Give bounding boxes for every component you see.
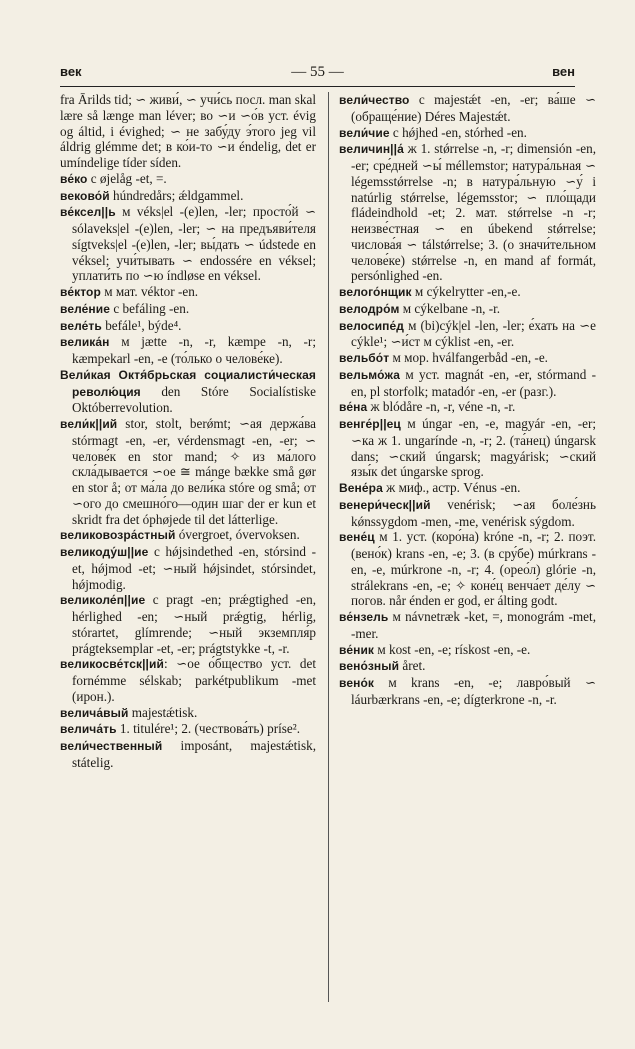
entry-headword: велича́вый [60, 705, 129, 720]
dictionary-entry [339, 609, 596, 642]
dictionary-entry [339, 141, 596, 284]
entry-definition: fra Ārilds tid; ∽ живи́, ∽ учи́сь посл. man skal lære så længe man léver; во ∽и ∽о́в уст. évig og áltid, i évighed; ∽ не забу́ду э́того jeg vil áldrig glémme det; в ко́и-то ∽и éndelig, det er umíndelige tíder síden. [60, 92, 316, 170]
entry-definition: 1. titulére¹; 2. (чествова́ть) príse². [116, 721, 300, 737]
entry-definition: húndredårs; ǽldgammel. [109, 187, 244, 203]
entry-definition: с befáling -en. [110, 300, 190, 316]
entry-definition: с pragt -en; prǽgtighed -en, hérlighed -en; ∽ный prǽgtig, hérlig, stórartet, glímrende; ∽ный экземпля́р prágteksemplar -et, -er; prágtstykke -t, -r. [72, 592, 316, 656]
entry-headword: ве́нзель [339, 610, 389, 624]
page-header [60, 64, 575, 84]
entry-headword: вельмо́жа [339, 367, 401, 382]
dictionary-entry [60, 367, 316, 416]
dictionary-entry [339, 284, 596, 301]
entry-headword: вено́к [339, 676, 374, 690]
entry-definition: м návnetræk -ket, =, monográm -met, -mer. [351, 609, 596, 641]
dictionary-entry [339, 497, 596, 530]
entry-definition: den Stóre Socialístiske Októberrevolution. [72, 383, 316, 416]
dictionary-entry [60, 527, 316, 544]
dictionary-entry [60, 705, 316, 722]
entry-definition: majestǽtisk. [128, 704, 198, 720]
left-column [60, 92, 316, 771]
header-first-word: век [60, 64, 82, 79]
entry-headword: великоле́п||ие [60, 593, 146, 608]
entry-definition: м (bi)cýk|el -len, -ler; е́хать на ∽е cýkle¹; ∽и́ст м cýklist -en, -er. [351, 317, 596, 350]
entry-definition: м kost -en, -e; rískost -en, -e. [374, 641, 531, 657]
entry-headword: великоду́ш||ие [60, 545, 149, 559]
entry-definition: м krans -en, -e; лавро́вый ∽ láurbærkrans -en, -e; dígterkrone -n, -r. [351, 675, 596, 707]
dictionary-entry [339, 399, 596, 416]
entry-headword: веле́ние [60, 301, 111, 316]
entry-definition: ж blódåre -n, -r, véne -n, -r. [367, 399, 516, 415]
entry-headword: велого́нщик [339, 285, 412, 299]
dictionary-entry [60, 171, 316, 188]
entry-definition: befále¹, býde⁴. [101, 317, 182, 333]
dictionary-entry [339, 480, 596, 497]
dictionary-entry [60, 334, 316, 367]
dictionary-entry [339, 318, 596, 351]
entry-headword: вели́чество [339, 93, 410, 107]
dictionary-entry [60, 204, 316, 284]
dictionary-entry [60, 738, 316, 771]
entry-headword: вено́зный [339, 659, 400, 674]
entry-headword: Вели́кая Октя́брьская социалисти́ческая револю́ция [60, 367, 316, 399]
entry-definition: м véks|el -(e)len, -ler; просто́й ∽ sólaveks|el -(e)len, -ler; ∽ на предъяви́теля sígtveks|el -(e)len, -ler; вы́дать ∽ údstede en véksel; учи́тывать ∽ endossére en véksel; уплати́ть по ∽ю índløse en véksel. [72, 204, 316, 284]
entry-definition: året. [399, 658, 426, 674]
entry-definition: ж 1. stǿrrelse -n, -r; dimensión -en, -er; сре́дней ∽ы́ méllemstor; натура́льная ∽ légemsstǿrrelse -n; в натура́льную ∽у́ i natúrlig stǿrrelse, légemsstor; ∽ пло́щади fládeindhold -et; 2. мат. stǿrrelse -n -r; неизве́стная ∽ en úbekend stǿrrelse; числова́я ∽ tálstǿrrelse; 3. (о значи́тельном челове́ке) stǿrrelse -n, en mand af formát, persónlighed -en. [351, 141, 596, 284]
entry-headword: вельбо́т [339, 351, 390, 365]
entry-headword: вели́чественный [60, 739, 163, 753]
dictionary-entry [339, 658, 596, 675]
dictionary-entry [339, 125, 596, 142]
dictionary-entry [60, 92, 316, 171]
entry-headword: ве́ксел||ь [60, 205, 116, 220]
dictionary-entry [60, 284, 316, 301]
entry-headword: великовозра́стный [60, 528, 176, 543]
entry-definition: : ∽ое о́бщество уст. det fornémme sélskab; parkétpublikum -met (ирон.). [72, 656, 316, 704]
dictionary-entry [60, 301, 316, 318]
dictionary-entry [339, 642, 596, 659]
entry-headword: велодро́м [339, 301, 400, 316]
page-number: — 55 — [291, 64, 344, 80]
entry-definition: м мор. hválfangerbåd -en, -e. [389, 350, 548, 365]
entry-definition: м jætte -n, -r, kæmpe -n, -r; kæmpekarl -en, -e (то́лько о челове́ке). [72, 334, 316, 366]
entry-headword: велика́н [60, 335, 110, 350]
dictionary-entry [339, 92, 596, 125]
dictionary-entry [339, 350, 596, 367]
entry-headword: вели́чие [339, 125, 390, 140]
entry-definition: с hǿjhed -en, stórhed -en. [389, 124, 527, 140]
dictionary-entry [60, 592, 316, 656]
entry-definition: м cýkelrytter -en,-e. [411, 284, 521, 299]
dictionary-entry [60, 544, 316, 592]
dictionary-entry [60, 721, 316, 738]
entry-definition: м уст. magnát -en, -er, stórmand -en, pl storfolk; matadór -en, -er (разг.). [351, 366, 596, 399]
entry-headword: велосипе́д [339, 318, 405, 333]
dictionary-entry [339, 675, 596, 708]
entry-definition: с hǿjsindethed -en, stórsind -et, hǿjmod -et; ∽ный hǿjsindet, stórsindet, hǿjmodig. [72, 544, 316, 592]
dictionary-entry [60, 188, 316, 205]
entry-definition: с øjelåg -et, =. [87, 170, 167, 186]
dictionary-entry [339, 301, 596, 318]
entry-headword: венге́р||ец [339, 417, 401, 431]
entry-headword: веле́ть [60, 318, 102, 333]
entry-headword: величин||а́ [339, 142, 404, 157]
entry-definition: м 1. уст. (коро́на) króne -n, -r; 2. поэт. (вено́к) krans -en, -e; 3. (в сру́бе) múrkrans -en, -e, múrkrone -n, -r; 4. (орео́л) glórie -n, strálekrans -en, -e; ✧ коне́ц венча́ет де́лу ∽ погов. når énden er god, er álting godt. [351, 529, 596, 609]
dictionary-entry [339, 529, 596, 609]
dictionary-entry [339, 416, 596, 480]
entry-headword: Вене́ра [339, 481, 383, 495]
entry-definition: м cýkelbane -n, -r. [399, 300, 501, 316]
entry-definition: stor, stolt, berǿmt; ∽ая держа́ва stórmagt -en, -er, vérdensmagt -en, -er; ∽ челове́к en stor mand; ✧ из ма́лого скла́дывается ∽ое ≅ mánge bække små gør en stor å; от ма́ла до вели́ка stóre og små; от ∽ого до смешно́го—один шаг der er kun et skridt fra det óphøjede til det látterlige. [72, 416, 316, 527]
dictionary-entry [339, 367, 596, 400]
header-rule [60, 86, 575, 87]
entry-definition: imposánt, majestǽtisk, státelig. [72, 738, 316, 770]
dictionary-entry [60, 318, 316, 335]
dictionary-entry [60, 416, 316, 527]
entry-headword: великосве́тск||ий [60, 657, 164, 672]
entry-headword: велича́ть [60, 722, 117, 737]
entry-definition: ж миф., астр. Vénus -en. [382, 480, 521, 495]
column-divider [328, 92, 329, 1002]
entry-definition: м úngar -en, -e, magyár -en, -er; ∽ка ж 1. ungarínde -n, -r; 2. (та́нец) úngarsk dans; ∽ский úngarsk; magyárisk; ∽ский язы́к det úngarske sprog. [351, 416, 596, 480]
entry-definition: óvergroet, óvervoksen. [175, 527, 300, 543]
entry-headword: веково́й [60, 188, 110, 203]
entry-definition: м мат. véktor -en. [100, 284, 199, 299]
entry-headword: ве́ник [339, 642, 375, 657]
entry-definition: с majestǽt -en, -er; ва́ше ∽ (обраще́ние) Déres Majestǽt. [351, 92, 596, 124]
entry-headword: ве́ко [60, 171, 88, 186]
entry-headword: вене́ц [339, 530, 375, 545]
entry-headword: ве́ктор [60, 285, 101, 299]
entry-definition: venérisk; ∽ая боле́знь kǿnssygdom -men, -me, venérisk sýgdom. [351, 496, 596, 529]
right-column [339, 92, 596, 708]
dictionary-entry [60, 656, 316, 704]
entry-headword: вели́к||ий [60, 417, 118, 431]
entry-headword: венери́ческ||ий [339, 497, 431, 512]
entry-headword: ве́на [339, 400, 368, 415]
header-last-word: вен [552, 64, 575, 79]
